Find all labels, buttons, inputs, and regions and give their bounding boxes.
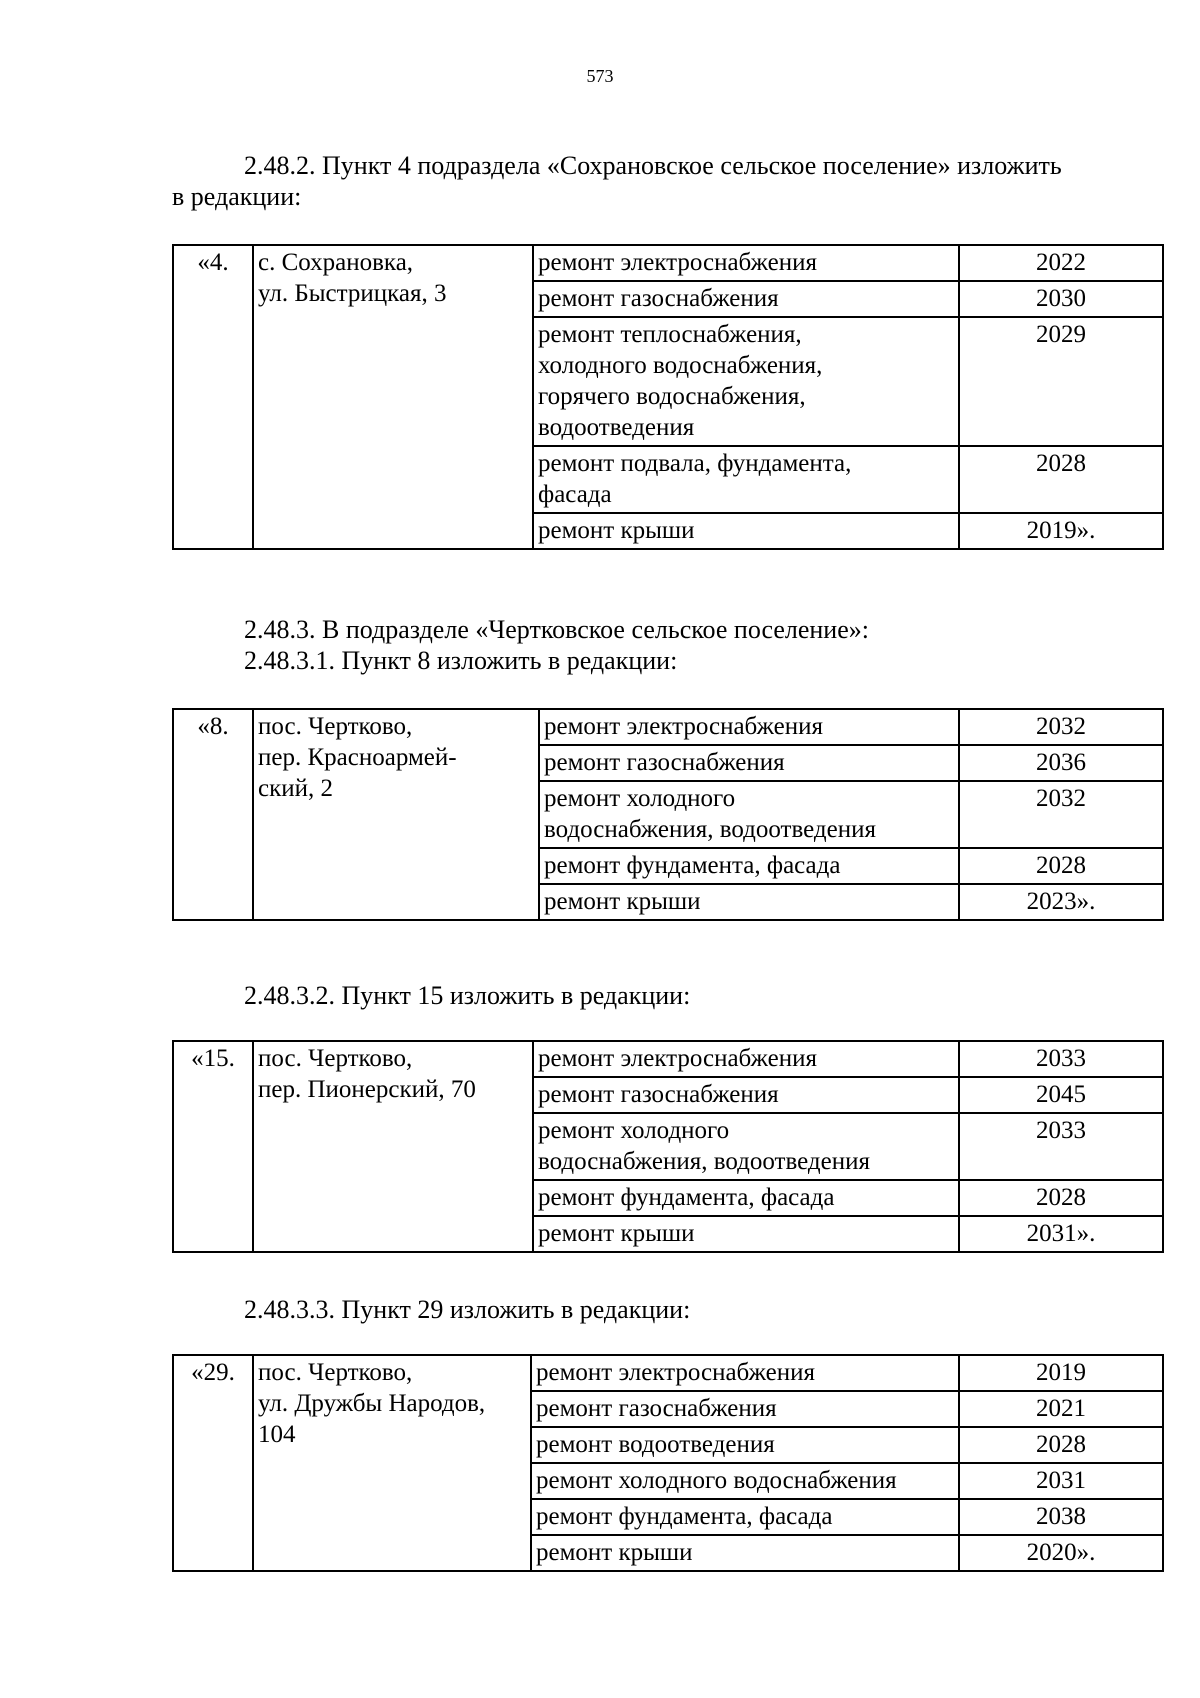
year-cell: 2019». [959,513,1163,549]
section-2-48-3-3-line: 2.48.3.3. Пункт 29 изложить в редакции: [244,1295,691,1324]
year-cell: 2032 [959,781,1163,848]
year-cell: 2022 [959,245,1163,281]
year-cell: 2028 [959,1180,1163,1216]
work-cell: ремонт газоснабжения [539,745,959,781]
table-row [173,709,1163,745]
table-item-8 [172,708,1164,921]
item-address: с. Сохрановка, ул. Быстрицкая, 3 [253,245,533,549]
work-cell: ремонт холодного водоснабжения [531,1463,959,1499]
work-cell: ремонт электроснабжения [533,245,959,281]
work-cell: ремонт подвала, фундамента, фасада [533,446,959,513]
section-2-48-3-heading [172,614,1152,676]
work-cell: ремонт холодного водоснабжения, водоотведения [539,781,959,848]
year-cell: 2020». [959,1535,1163,1571]
work-cell: ремонт крыши [533,1216,959,1252]
year-cell: 2023». [959,884,1163,920]
work-cell: ремонт фундамента, фасада [533,1180,959,1216]
section-2-48-3-2-heading [172,980,1152,1011]
page-number: 573 [586,66,614,86]
work-cell: ремонт электроснабжения [531,1355,959,1391]
year-cell: 2033 [959,1041,1163,1077]
section-2-48-3-2-line: 2.48.3.2. Пункт 15 изложить в редакции: [244,981,691,1010]
item-address: пос. Чертково, ул. Дружбы Народов, 104 [253,1355,531,1571]
year-cell: 2033 [959,1113,1163,1180]
section-2-48-3-3-heading [172,1294,1152,1325]
table-row [173,1355,1163,1391]
table-row [173,245,1163,281]
work-cell: ремонт водоотведения [531,1427,959,1463]
work-cell: ремонт крыши [531,1535,959,1571]
item-address: пос. Чертково, пер. Пионерский, 70 [253,1041,533,1252]
table-item-4 [172,244,1164,550]
section-2-48-3-line: 2.48.3. В подразделе «Чертковское сельское поселение»: [244,615,869,644]
section-2-48-2-line-2: в редакции: [172,182,302,211]
year-cell: 2030 [959,281,1163,317]
item-number: «8. [173,709,253,920]
year-cell: 2038 [959,1499,1163,1535]
item-number: «29. [173,1355,253,1571]
work-cell: ремонт теплоснабжения, холодного водоснабжения, горячего водоснабжения, водоотведения [533,317,959,446]
table-item-29 [172,1354,1164,1572]
work-cell: ремонт фундамента, фасада [539,848,959,884]
year-cell: 2031 [959,1463,1163,1499]
work-cell: ремонт крыши [539,884,959,920]
work-cell: ремонт газоснабжения [533,281,959,317]
work-cell: ремонт газоснабжения [531,1391,959,1427]
work-cell: ремонт холодного водоснабжения, водоотведения [533,1113,959,1180]
year-cell: 2036 [959,745,1163,781]
section-2-48-3-1-line: 2.48.3.1. Пункт 8 изложить в редакции: [244,646,678,675]
year-cell: 2021 [959,1391,1163,1427]
table-row [173,1041,1163,1077]
year-cell: 2031». [959,1216,1163,1252]
year-cell: 2032 [959,709,1163,745]
section-2-48-2-line-1: 2.48.2. Пункт 4 подраздела «Сохрановское сельское поселение» изложить [244,151,1062,180]
year-cell: 2028 [959,1427,1163,1463]
work-cell: ремонт электроснабжения [533,1041,959,1077]
work-cell: ремонт фундамента, фасада [531,1499,959,1535]
work-cell: ремонт электроснабжения [539,709,959,745]
year-cell: 2028 [959,848,1163,884]
section-2-48-2-heading [172,150,1152,212]
year-cell: 2045 [959,1077,1163,1113]
work-cell: ремонт крыши [533,513,959,549]
item-address: пос. Чертково, пер. Красноармей- ский, 2 [253,709,539,920]
table-item-15 [172,1040,1164,1253]
year-cell: 2019 [959,1355,1163,1391]
item-number: «15. [173,1041,253,1252]
item-number: «4. [173,245,253,549]
work-cell: ремонт газоснабжения [533,1077,959,1113]
year-cell: 2029 [959,317,1163,446]
year-cell: 2028 [959,446,1163,513]
